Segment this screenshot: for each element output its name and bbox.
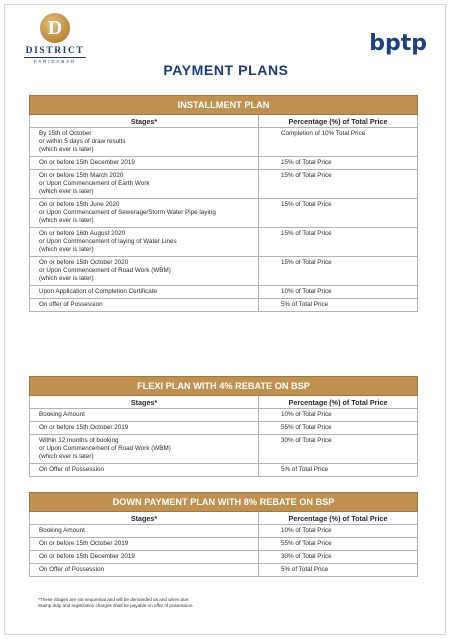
percentage-cell: 30% of Total Price <box>259 551 418 564</box>
table-row <box>30 564 418 577</box>
bptp-logo: bptp <box>369 31 427 56</box>
stage-cell <box>30 564 259 577</box>
stage-text-line: On or before 15th October 2020 <box>39 259 129 266</box>
percentage-cell: Completion of 10% Total Price <box>259 128 418 157</box>
stage-text-line: On or before 15th October 2019 <box>39 424 129 431</box>
stage-cell <box>30 409 259 422</box>
district-city: FARIDABAD <box>33 59 77 64</box>
table-row <box>30 286 418 299</box>
stage-text-line: or Upon Commencement of Earth Work <box>39 180 150 187</box>
percentage-cell: 15% of Total Price <box>259 257 418 286</box>
table-row <box>30 157 418 170</box>
stage-text-line: On offer of Possession <box>39 301 103 308</box>
stage-cell <box>30 538 259 551</box>
stage-text-line: or Upon Commencement of Road Work (WBM) <box>39 267 171 274</box>
stage-text-line: Booking Amount <box>39 527 85 534</box>
district-logo <box>18 13 92 64</box>
stage-text-line: Upon Application of Completion Certificate <box>39 288 157 295</box>
stage-cell <box>30 257 259 286</box>
stages-header: Stages* <box>30 115 259 128</box>
percentage-header: Percentage (%) of Total Price <box>259 115 418 128</box>
stage-text-line: On or before 15th June 2020 <box>39 201 120 208</box>
table-row <box>30 299 418 312</box>
stage-text-line: On Offer of Possession <box>39 566 104 573</box>
table-row <box>30 128 418 157</box>
percentage-header: Percentage (%) of Total Price <box>259 512 418 525</box>
flexi-plan-table <box>29 376 418 477</box>
table-row <box>30 435 418 464</box>
percentage-cell: 10% of Total Price <box>259 409 418 422</box>
stage-text-line: or within 5 days of draw results <box>39 138 126 145</box>
stage-cell <box>30 435 259 464</box>
percentage-cell: 5% of Total Price <box>259 564 418 577</box>
district-name: DISTRICT <box>25 46 85 56</box>
district-rule <box>24 57 86 58</box>
stage-text-line: (which ever is later) <box>39 217 94 224</box>
stage-text-line: (which ever is later) <box>39 275 94 282</box>
percentage-cell: 15% of Total Price <box>259 170 418 199</box>
stage-text-line: On or before 15th December 2019 <box>39 553 135 560</box>
page-title: PAYMENT PLANS <box>163 62 289 78</box>
stage-cell <box>30 157 259 170</box>
stage-text-line: or Upon Commencement of laying of Water Lines <box>39 238 177 245</box>
footnote-line: *These Stages are not sequential and will be demanded as and when due. <box>38 597 190 602</box>
stage-cell <box>30 128 259 157</box>
percentage-cell: 5% of Total Price <box>259 299 418 312</box>
stage-text-line: Booking Amount <box>39 411 85 418</box>
stage-text-line: (which ever is later) <box>39 188 94 195</box>
percentage-cell: 5% of Total Price <box>259 464 418 477</box>
stage-text-line: (which ever is later) <box>39 453 94 460</box>
table-row <box>30 170 418 199</box>
table-row <box>30 464 418 477</box>
plan-title: DOWN PAYMENT PLAN WITH 8% REBATE ON BSP <box>30 493 418 512</box>
stage-cell <box>30 551 259 564</box>
stage-cell <box>30 464 259 477</box>
stage-cell <box>30 286 259 299</box>
stage-cell <box>30 299 259 312</box>
district-mark-icon: D <box>40 13 70 43</box>
stage-cell <box>30 422 259 435</box>
stage-text-line: (which ever is later) <box>39 246 94 253</box>
stage-cell <box>30 525 259 538</box>
percentage-cell: 15% of Total Price <box>259 157 418 170</box>
percentage-cell: 10% of Total Price <box>259 525 418 538</box>
plan-title: FLEXI PLAN WITH 4% REBATE ON BSP <box>30 377 418 396</box>
plan-title: INSTALLMENT PLAN <box>30 96 418 115</box>
percentage-cell: 30% of Total Price <box>259 435 418 464</box>
stage-text-line: or Upon Commencement of Sewerage/Storm Water Pipe laying <box>39 209 216 216</box>
percentage-cell: 10% of Total Price <box>259 286 418 299</box>
stage-text-line: or Upon Commencement of Road Work (WBM) <box>39 445 171 452</box>
stage-text-line: Within 12 months of booking <box>39 437 119 444</box>
stage-text-line: On or before 16th August 2020 <box>39 230 126 237</box>
stage-text-line: On Offer of Possession <box>39 466 104 473</box>
table-row <box>30 538 418 551</box>
percentage-cell: 55% of Total Price <box>259 422 418 435</box>
percentage-cell: 15% of Total Price <box>259 199 418 228</box>
footnote-line: Stamp duty and registration charges shall be payable on offer of possession. <box>38 603 194 608</box>
stage-text-line: On or before 15th October 2019 <box>39 540 129 547</box>
table-row <box>30 228 418 257</box>
stage-text-line: By 15th of October <box>39 130 92 137</box>
stage-text-line: On or before 15th March 2020 <box>39 172 124 179</box>
stage-cell <box>30 170 259 199</box>
stage-cell <box>30 199 259 228</box>
stage-cell <box>30 228 259 257</box>
stage-text-line: On or before 15th December 2019 <box>39 159 135 166</box>
stages-header: Stages* <box>30 512 259 525</box>
percentage-header: Percentage (%) of Total Price <box>259 396 418 409</box>
table-row <box>30 422 418 435</box>
percentage-cell: 55% of Total Price <box>259 538 418 551</box>
table-row <box>30 551 418 564</box>
table-row <box>30 199 418 228</box>
installment-plan-table <box>29 95 418 312</box>
percentage-cell: 15% of Total Price <box>259 228 418 257</box>
down-payment-plan-table <box>29 492 418 577</box>
stage-text-line: (which ever is later) <box>39 146 94 153</box>
table-row <box>30 409 418 422</box>
table-row <box>30 257 418 286</box>
footnote <box>38 597 194 609</box>
table-row <box>30 525 418 538</box>
stages-header: Stages* <box>30 396 259 409</box>
